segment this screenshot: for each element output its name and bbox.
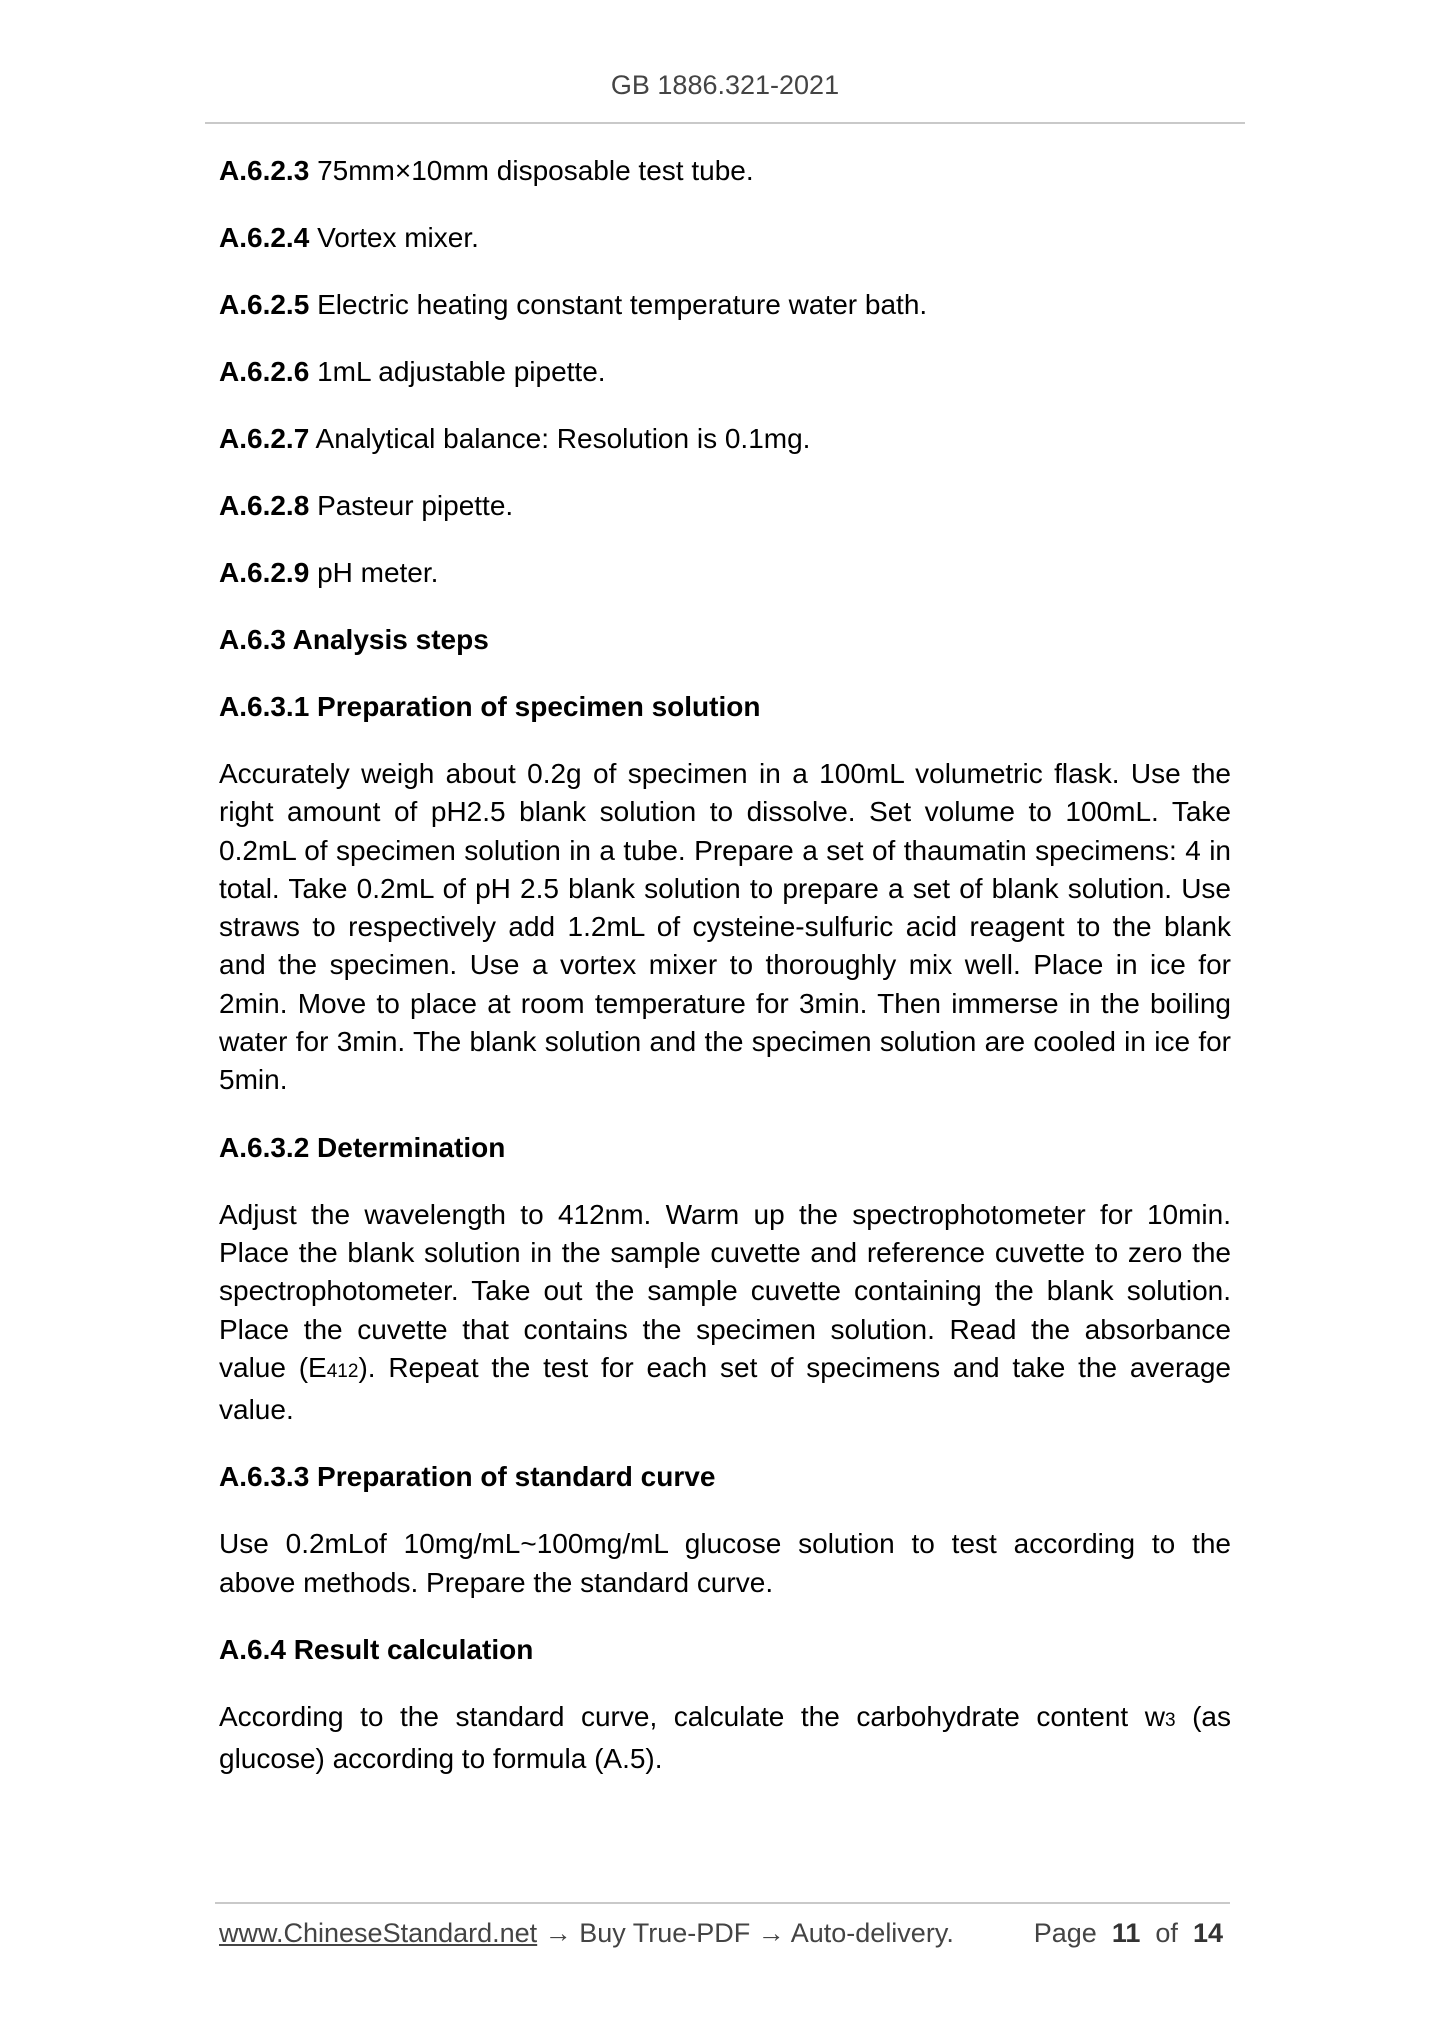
list-item	[219, 353, 1231, 391]
section-heading-specimen-prep: A.6.3.1 Preparation of specimen solution	[219, 691, 761, 722]
determination-paragraph: Adjust the wavelength to 412nm. Warm up the spectrophotometer for 10min. Place the blank solution in the sample cuvette and reference cuvette to zero the spectrophotometer. Take out the sample cuvette containing the blank solution. Place the cuvette that contains the specimen solution. Read the absorbance value (E412). Repeat the test for each set of specimens and take the average value.	[219, 1198, 1232, 1426]
specimen-prep-paragraph: Accurately weigh about 0.2g of specimen in a 100mL volumetric flask. Use the right amount of pH2.5 blank solution to dissolve. Set volume to 100mL. Take 0.2mL of specimen solution in a tube. Prepare a set of thaumatin specimens: 4 in total. Take 0.2mL of pH 2.5 blank solution to prepare a set of blank solution. Use straws to respectively add 1.2mL of cysteine-sulfuric acid reagent to the blank and the specimen. Use a vortex mixer to thoroughly mix well. Place in ice for 2min. Move to place at room temperature for 3min. Then immerse in the boiling water for 3min. The blank solution and the specimen solution are cooled in ice for 5min.	[219, 758, 1231, 1096]
item-text: Electric heating constant temperature water bath.	[317, 289, 928, 320]
list-item	[219, 420, 1231, 458]
item-text: Vortex mixer.	[317, 222, 479, 253]
section-heading-standard-curve: A.6.3.3 Preparation of standard curve	[219, 1461, 716, 1493]
item-text: pH meter.	[317, 557, 439, 588]
section-heading-analysis-steps: A.6.3 Analysis steps	[219, 624, 489, 655]
doc-header	[205, 70, 1245, 101]
section-heading-result: A.6.4 Result calculation	[219, 1634, 534, 1666]
doc-id: GB 1886.321-2021	[610, 70, 840, 100]
item-text: Pasteur pipette.	[317, 490, 514, 521]
item-text: 1mL adjustable pipette.	[317, 356, 606, 387]
list-item	[219, 487, 1231, 525]
result-paragraph: According to the standard curve, calculate the carbohydrate content w3 (as glucose) according to formula (A.5).	[219, 1701, 1231, 1775]
item-text: 75mm×10mm disposable test tube.	[317, 155, 754, 186]
list-item	[219, 554, 1231, 592]
item-number: A.6.2.7	[219, 423, 310, 454]
item-number: A.6.2.9	[219, 557, 310, 588]
header-divider	[205, 122, 1245, 124]
item-number: A.6.2.5	[219, 289, 310, 320]
website-link[interactable]: www.ChineseStandard.net	[219, 1918, 538, 1948]
subscript: 412	[326, 1360, 359, 1382]
standard-curve-paragraph: Use 0.2mLof 10mg/mL~100mg/mL glucose solution to test according to the above methods. Prepare the standard curve.	[219, 1528, 1231, 1598]
footer-divider	[215, 1902, 1230, 1904]
list-item	[219, 219, 1231, 257]
subscript: 3	[1164, 1710, 1176, 1732]
page-footer	[219, 1918, 1231, 1949]
item-number: A.6.2.8	[219, 490, 310, 521]
item-text: Analytical balance: Resolution is 0.1mg.	[315, 423, 811, 454]
document-body	[219, 152, 1231, 1808]
list-item	[219, 152, 1231, 190]
page-number: Page 11 of 14	[1033, 1918, 1223, 1948]
list-item	[219, 286, 1231, 324]
item-number: A.6.2.4	[219, 222, 310, 253]
item-number: A.6.2.3	[219, 155, 310, 186]
section-heading-determination: A.6.3.2 Determination	[219, 1131, 506, 1163]
item-number: A.6.2.6	[219, 356, 310, 387]
footer-tagline: → Buy True-PDF → Auto-delivery.	[537, 1918, 954, 1948]
